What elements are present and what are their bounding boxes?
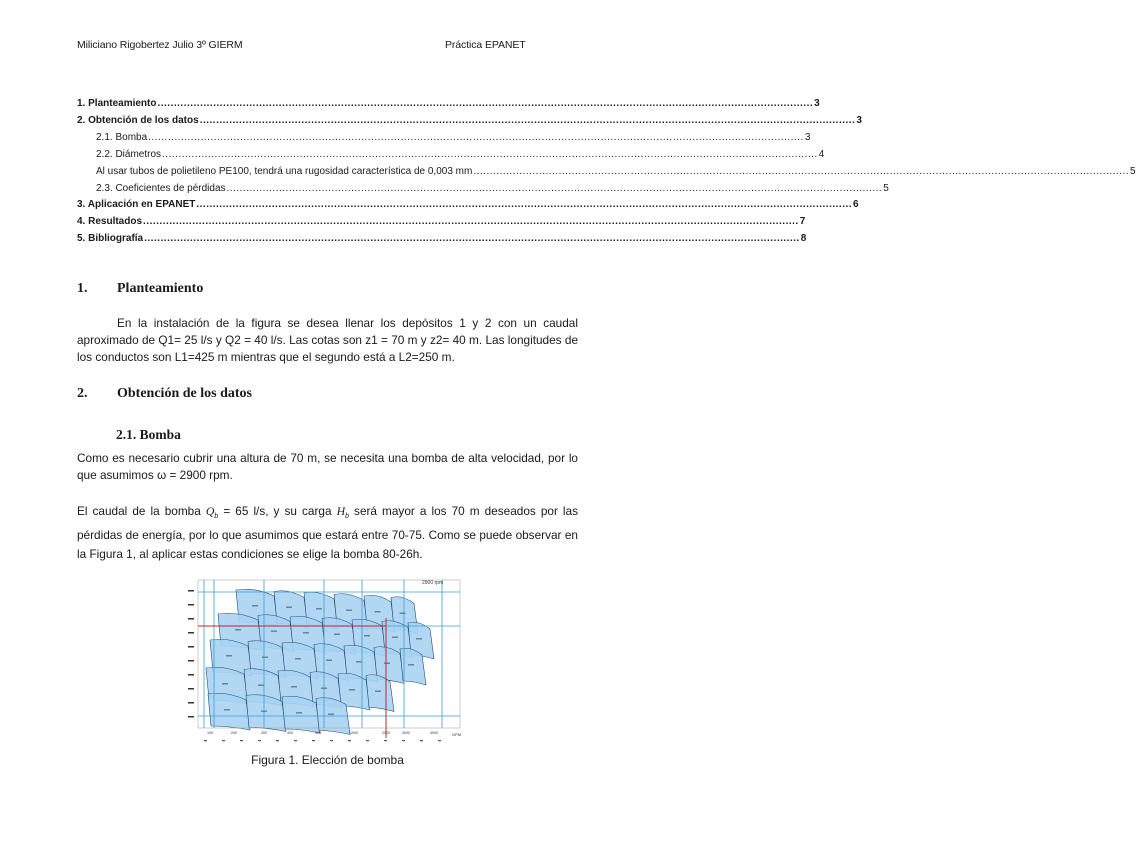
pump-model-label bbox=[316, 608, 322, 610]
pump-model-label bbox=[346, 610, 352, 612]
toc-page-number: 3 bbox=[814, 98, 820, 109]
pump-model-label bbox=[303, 632, 309, 634]
subsection-bomba-heading: 2.1. Bomba bbox=[116, 427, 181, 442]
x-tick-label: 500 bbox=[315, 731, 321, 735]
toc-leader-dots: ........................................................................................................................................................................................................ bbox=[148, 132, 804, 143]
toc-entry-text: Al usar tubos de polietileno PE100, tendrá una rugosidad característica de 0,003 mm bbox=[96, 166, 473, 177]
pump-model-label bbox=[328, 714, 334, 716]
flow-variable: Q bbox=[205, 504, 215, 518]
x-minor-tick bbox=[204, 740, 207, 741]
pump-model-label bbox=[224, 709, 230, 711]
x-minor-tick bbox=[294, 740, 297, 741]
pump-model-label bbox=[286, 607, 292, 609]
section-title: Planteamiento bbox=[117, 281, 204, 296]
section-number: 1. bbox=[77, 281, 88, 296]
pump-model-label bbox=[222, 683, 228, 685]
y-tick-label bbox=[188, 674, 194, 676]
toc-page-number: 3 bbox=[856, 115, 862, 126]
toc-page-number: 4 bbox=[818, 149, 825, 160]
x-minor-tick bbox=[348, 740, 351, 741]
toc-entry[interactable] bbox=[77, 231, 807, 244]
pump-model-label bbox=[364, 635, 370, 637]
pump-model-label bbox=[252, 605, 258, 607]
toc-leader-dots: ........................................................................................................................................................................................................ bbox=[226, 183, 883, 194]
toc-leader-dots: ........................................................................................................................................................................................................ bbox=[144, 233, 800, 244]
x-minor-tick bbox=[384, 740, 387, 741]
x-minor-tick bbox=[240, 740, 243, 741]
pump-model-label bbox=[271, 631, 277, 633]
x-tick-label: 3000 bbox=[402, 731, 410, 735]
pump-model-label bbox=[235, 629, 241, 631]
toc-entry-text: 1. Planteamiento bbox=[77, 98, 157, 109]
toc-entry[interactable] bbox=[96, 181, 889, 194]
y-tick-label bbox=[188, 632, 194, 634]
pump-model-label bbox=[258, 685, 264, 687]
paragraph-bomba-1: Como es necesario cubrir una altura de 70 m, se necesita una bomba de alta velocidad, por lo que asumimos ω = 2900 rpm. bbox=[77, 451, 578, 482]
toc-entry[interactable] bbox=[77, 197, 859, 210]
x-tick-label: 4000 bbox=[430, 731, 438, 735]
paragraph-bomba-2: El caudal de la bomba $Q_b = 65$ l/s, y su carga $H_b$ será mayor a los 70 m deseados por las pérdidas de energía, por lo que asumimos que estará entre 70-75. Como se puede observar en la Figura 1, al aplicar estas condiciones se elige la bomba 80-26h. bbox=[77, 504, 579, 561]
pump-model-label bbox=[408, 664, 414, 666]
x-tick-label: 1000 bbox=[350, 731, 358, 735]
section-2-heading bbox=[77, 386, 252, 402]
toc-leader-dots: ........................................................................................................................................................................................................ bbox=[157, 98, 814, 109]
toc-page-number: 5 bbox=[1130, 166, 1136, 177]
pump-model-label bbox=[416, 638, 422, 640]
y-tick-label bbox=[188, 646, 194, 648]
x-minor-tick bbox=[330, 740, 333, 741]
pump-model-label bbox=[262, 657, 268, 659]
paragraph-planteamiento: En la instalación de la figura se desea llenar los depósitos 1 y 2 con un caudal aproximado de Q1= 25 l/s y Q2 = 40 l/s. Las cotas son z1 = 70 m y z2= 40 m. Las longitudes de los conductos son L1=425 m mientras que el segundo está a L2=250 m. bbox=[77, 316, 578, 364]
toc-entry[interactable] bbox=[96, 147, 825, 160]
x-minor-tick bbox=[366, 740, 369, 741]
toc-entry-text: 2.2. Diámetros bbox=[96, 149, 162, 160]
toc-entry[interactable] bbox=[96, 130, 811, 143]
x-minor-tick bbox=[420, 740, 423, 741]
toc-entry[interactable] bbox=[77, 113, 862, 126]
x-minor-tick bbox=[438, 740, 441, 741]
pump-model-label bbox=[334, 634, 340, 636]
pump-model-label bbox=[384, 663, 390, 665]
pump-model-label bbox=[400, 613, 406, 615]
pump-model-label bbox=[291, 686, 297, 688]
x-minor-tick bbox=[276, 740, 279, 741]
table-of-contents bbox=[77, 96, 1136, 246]
x-tick-label: 200 bbox=[231, 731, 237, 735]
pump-model-label bbox=[392, 637, 398, 639]
x-minor-tick bbox=[312, 740, 315, 741]
y-tick-label bbox=[188, 688, 194, 690]
toc-entry-text: 2. Obtención de los datos bbox=[77, 115, 199, 126]
toc-entry-text: 4. Resultados bbox=[77, 216, 143, 227]
y-tick-label bbox=[188, 590, 194, 592]
toc-leader-dots: ........................................................................................................................................................................................................ bbox=[473, 166, 1130, 177]
toc-page-number: 5 bbox=[883, 183, 889, 194]
head-variable: H bbox=[336, 504, 346, 518]
y-tick-label bbox=[188, 716, 194, 718]
toc-page-number: 7 bbox=[799, 216, 806, 227]
pump-model-label bbox=[296, 712, 302, 714]
pump-model-label bbox=[226, 655, 232, 657]
figure-caption: Figura 1. Elección de bomba bbox=[251, 753, 404, 767]
rpm-label: 2900 rpm bbox=[422, 580, 444, 586]
pump-model-label bbox=[375, 691, 381, 693]
x-minor-tick bbox=[222, 740, 225, 741]
x-minor-tick bbox=[402, 740, 405, 741]
pump-model-label bbox=[326, 660, 332, 662]
x-tick-label: 100 bbox=[207, 731, 213, 735]
y-tick-label bbox=[188, 604, 194, 606]
toc-entry-text: 2.1. Bomba bbox=[96, 132, 148, 143]
section-1-heading bbox=[77, 281, 203, 297]
section-title: Obtención de los datos bbox=[117, 386, 252, 401]
toc-entry-text: 2.3. Coeficientes de pérdidas bbox=[96, 183, 226, 194]
header-author: Miliciano Rigobertez Julio 3º GIERM bbox=[77, 39, 243, 51]
pump-model-label bbox=[295, 658, 301, 660]
pump-model-label bbox=[375, 611, 381, 613]
toc-leader-dots: ........................................................................................................................................................................................................ bbox=[162, 149, 818, 160]
toc-entry[interactable] bbox=[96, 164, 1136, 177]
toc-page-number: 3 bbox=[804, 132, 811, 143]
pump-model-label bbox=[356, 661, 362, 663]
toc-entry[interactable] bbox=[77, 214, 806, 227]
toc-leader-dots: ........................................................................................................................................................................................................ bbox=[199, 115, 856, 126]
toc-leader-dots: ........................................................................................................................................................................................................ bbox=[196, 199, 853, 210]
x-tick-label: 300 bbox=[261, 731, 267, 735]
toc-entry-text: 5. Bibliografía bbox=[77, 233, 144, 244]
pump-selection-chart bbox=[186, 576, 472, 748]
section-number: 2. bbox=[77, 386, 88, 401]
pump-model-label bbox=[349, 689, 355, 691]
toc-leader-dots: ........................................................................................................................................................................................................ bbox=[143, 216, 799, 227]
toc-entry[interactable] bbox=[77, 96, 820, 109]
x-minor-tick bbox=[258, 740, 261, 741]
header-title: Práctica EPANET bbox=[445, 39, 526, 51]
pump-envelope bbox=[246, 695, 286, 732]
y-tick-label bbox=[188, 702, 194, 704]
toc-page-number: 8 bbox=[800, 233, 807, 244]
y-tick-label bbox=[188, 618, 194, 620]
x-tick-label: 2000 bbox=[382, 731, 390, 735]
toc-entry-text: 3. Aplicación en EPANET bbox=[77, 199, 196, 210]
toc-page-number: 6 bbox=[853, 199, 859, 210]
x-unit-label: GPM bbox=[452, 732, 462, 737]
y-tick-label bbox=[188, 660, 194, 662]
x-tick-label: 400 bbox=[287, 731, 293, 735]
